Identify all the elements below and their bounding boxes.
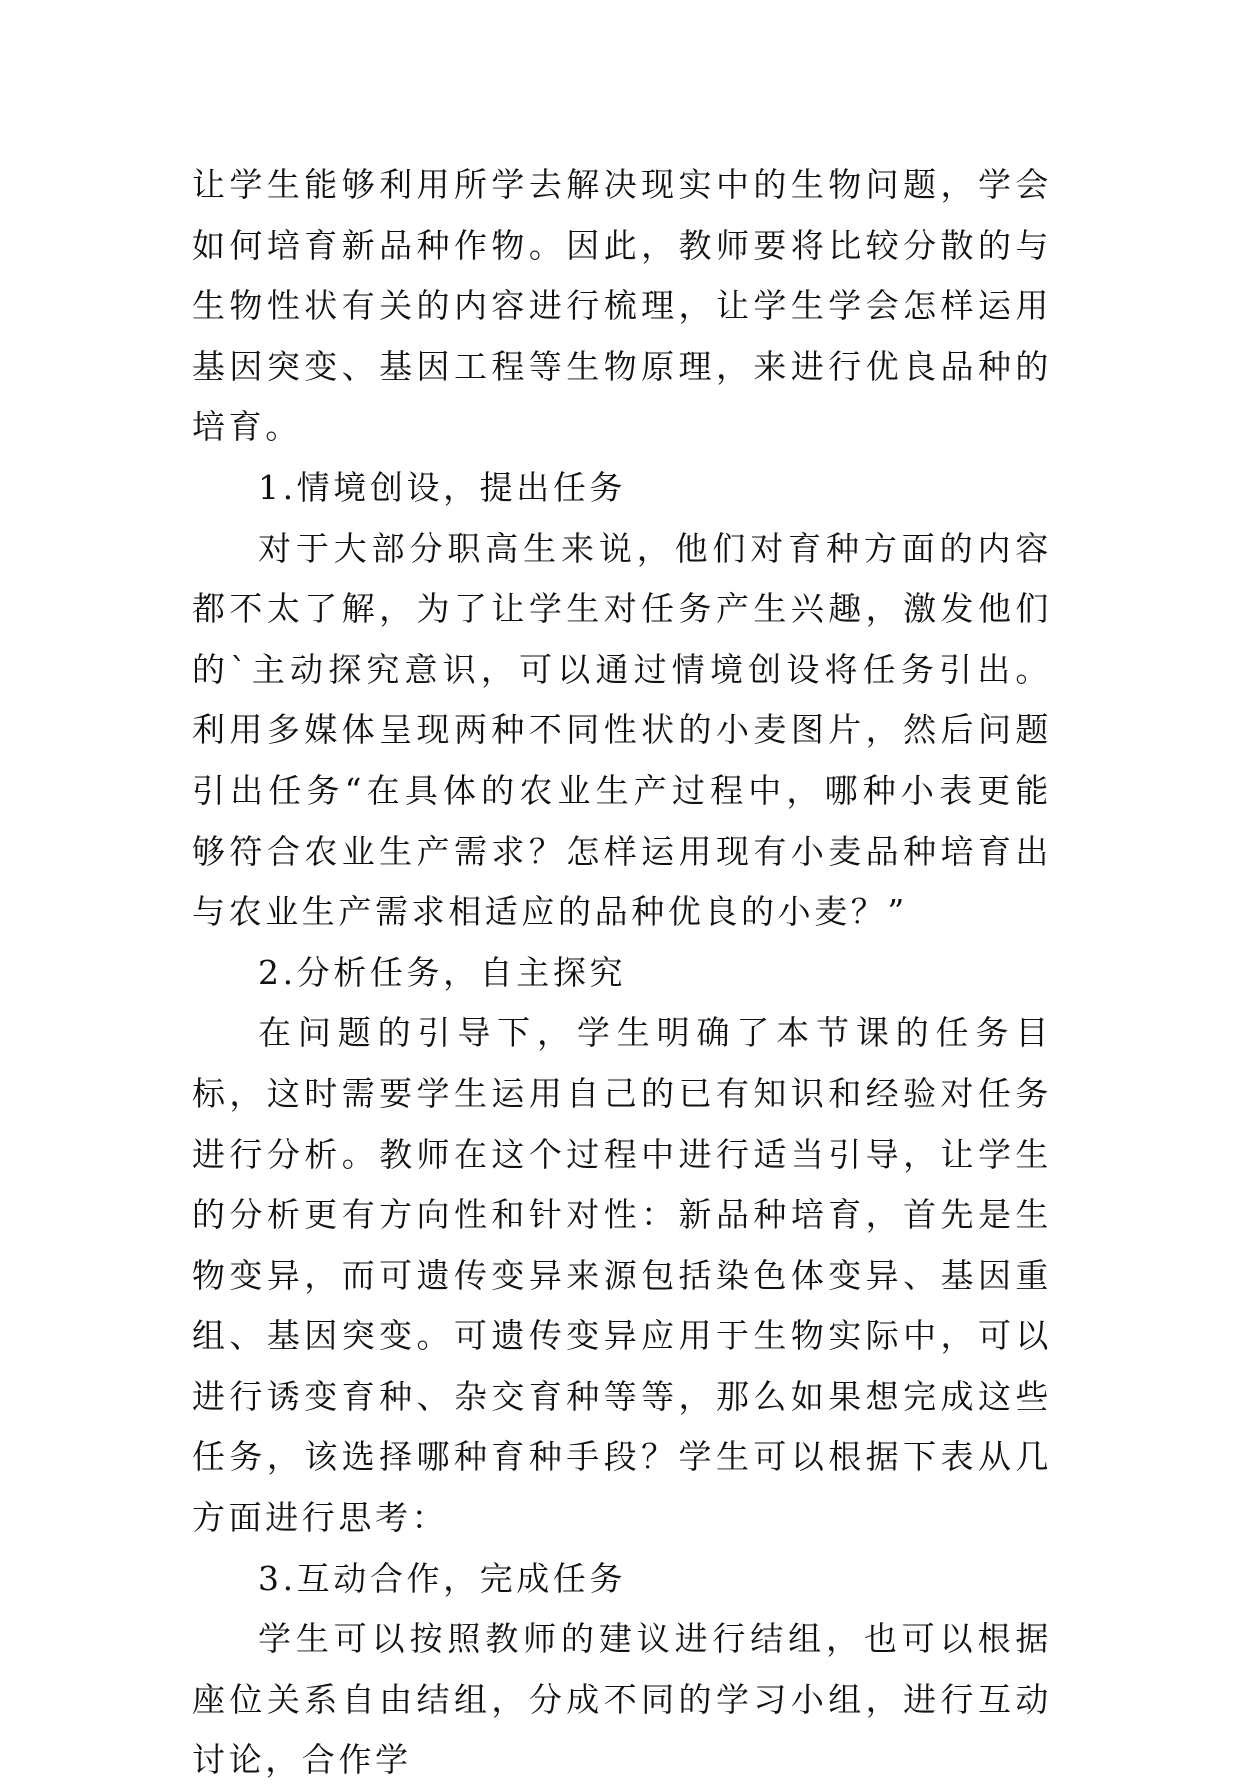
paragraph-continued: 让学生能够利用所学去解决现实中的生物问题，学会如何培育新品种作物。因此，教师要将比较分散的与生物性状有关的内容进行梳理，让学生学会怎样运用基因突变、基因工程等生物原理，来进行优良品种的培育。 bbox=[192, 165, 1052, 447]
paragraph-section-2: 在问题的引导下，学生明确了本节课的任务目标，这时需要学生运用自己的已有知识和经验对任务进行分析。教师在这个过程中进行适当引导，让学生的分析更有方向性和针对性：新品种培育，首先是生物变异，而可遗传变异来源包括染色体变异、基因重组、基因突变。可遗传变异应用于生物实际中，可以进行诱变育种、杂交育种等等，那么如果想完成这些任务，该选择哪种育种手段？学生可以根据下表从几方面进行思考： bbox=[192, 1013, 1052, 1538]
section-heading-2: 2.分析任务，自主探究 bbox=[258, 952, 627, 992]
document-body bbox=[192, 155, 1052, 1791]
paragraph-section-3: 学生可以按照教师的建议进行结组，也可以根据座位关系自由结组，分成不同的学习小组，进行互动讨论，合作学 bbox=[192, 1619, 1052, 1780]
section-heading-1: 1.情境创设，提出任务 bbox=[258, 467, 627, 507]
paragraph-section-1: 对于大部分职高生来说，他们对育种方面的内容都不太了解，为了让学生对任务产生兴趣，激发他们的`主动探究意识，可以通过情境创设将任务引出。利用多媒体呈现两种不同性状的小麦图片，然后问题引出任务“在具体的农业生产过程中，哪种小表更能够符合农业生产需求？怎样运用现有小麦品种培育出与农业生产需求相适应的品种优良的小麦？” bbox=[192, 528, 1052, 932]
section-heading-3: 3.互动合作，完成任务 bbox=[258, 1558, 627, 1598]
